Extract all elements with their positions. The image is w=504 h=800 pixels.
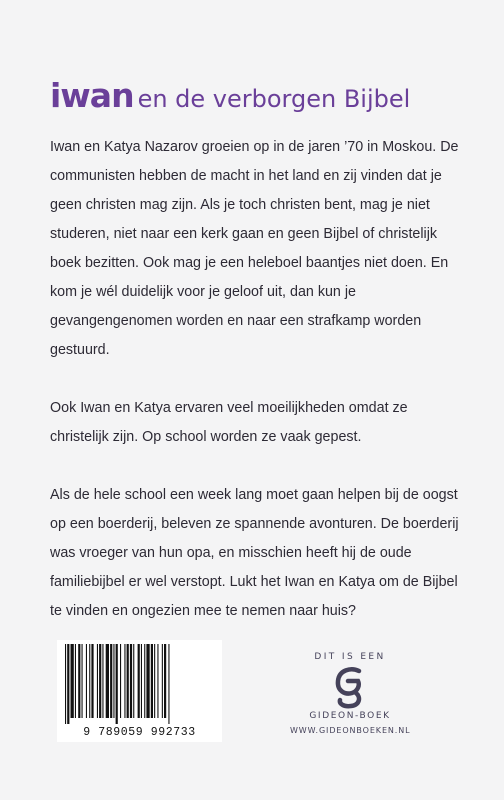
- barcode-bars: [63, 644, 213, 724]
- barcode-bar: [124, 644, 125, 718]
- barcode-bar: [113, 644, 114, 718]
- barcode-bar: [144, 644, 145, 718]
- barcode-bar: [65, 644, 66, 724]
- barcode-bar: [75, 644, 76, 718]
- isbn-number: 9 789059 992733: [83, 726, 196, 739]
- publisher-name: GIDEON-BOEK: [309, 711, 391, 721]
- barcode-bar: [71, 644, 74, 718]
- barcode-bar: [130, 644, 132, 718]
- barcode-bar: [162, 644, 163, 718]
- book-title: [50, 76, 410, 115]
- barcode-bar: [110, 644, 112, 718]
- barcode-bar: [127, 644, 129, 718]
- publisher-tagline: DIT IS EEN: [314, 652, 386, 662]
- barcode-bar: [168, 644, 169, 724]
- barcode-bar: [120, 644, 121, 718]
- barcode-bar: [106, 644, 109, 718]
- barcode-bar: [78, 644, 80, 718]
- barcode-bar: [102, 644, 103, 718]
- barcode-bar: [164, 644, 166, 718]
- barcode-bar: [82, 644, 83, 718]
- barcode-bar: [91, 644, 93, 718]
- isbn-barcode: [57, 640, 222, 742]
- barcode-bar: [157, 644, 158, 718]
- barcode-bar: [99, 644, 101, 718]
- blurb-paragraph: Als de hele school een week lang moet gaan helpen bij de oogst op een boerderij, beleven ze spannende avonturen. De boerderij was vroeger van hun opa, en misschien heeft hij de oude familiebijbel er wel verstopt. Lukt het Iwan en Katya om de Bijbel te vinden en ongezien mee te nemen naar huis?: [50, 487, 459, 619]
- barcode-bar: [138, 644, 140, 718]
- title-name: iwan: [50, 76, 134, 115]
- barcode-bar: [67, 644, 69, 724]
- barcode-bar: [97, 644, 98, 718]
- barcode-bar: [141, 644, 142, 718]
- publisher-url: WWW.GIDEONBOEKEN.NL: [290, 726, 411, 735]
- blurb: [50, 133, 470, 655]
- gideon-g-logo-icon: [331, 665, 369, 709]
- blurb-paragraph: Iwan en Katya Nazarov groeien op in de jaren ’70 in Moskou. De communisten hebben de macht in het land en zij vinden dat je geen christen mag zijn. Als je toch christen bent, mag je niet studeren, niet naar een kerk gaan en geen Bijbel of christelijk boek bezitten. Ook mag je een heleboel baantjes niet doen. En kom je wél duidelijk voor je geloof uit, dan kun je gevangengenomen worden en naar een strafkamp worden gestuurd.: [50, 139, 459, 358]
- title-rest: en de verborgen Bijbel: [137, 85, 411, 113]
- barcode-bar: [89, 644, 90, 718]
- barcode-bar: [116, 644, 118, 724]
- publisher-block: [290, 652, 410, 735]
- barcode-bar: [86, 644, 87, 718]
- barcode-bar: [146, 644, 149, 718]
- barcode-bar: [133, 644, 134, 718]
- barcode-bar: [154, 644, 155, 718]
- blurb-paragraph: Ook Iwan en Katya ervaren veel moeilijkheden omdat ze christelijk zijn. Op school worden ze vaak gepest.: [50, 400, 408, 445]
- barcode-bar: [151, 644, 153, 718]
